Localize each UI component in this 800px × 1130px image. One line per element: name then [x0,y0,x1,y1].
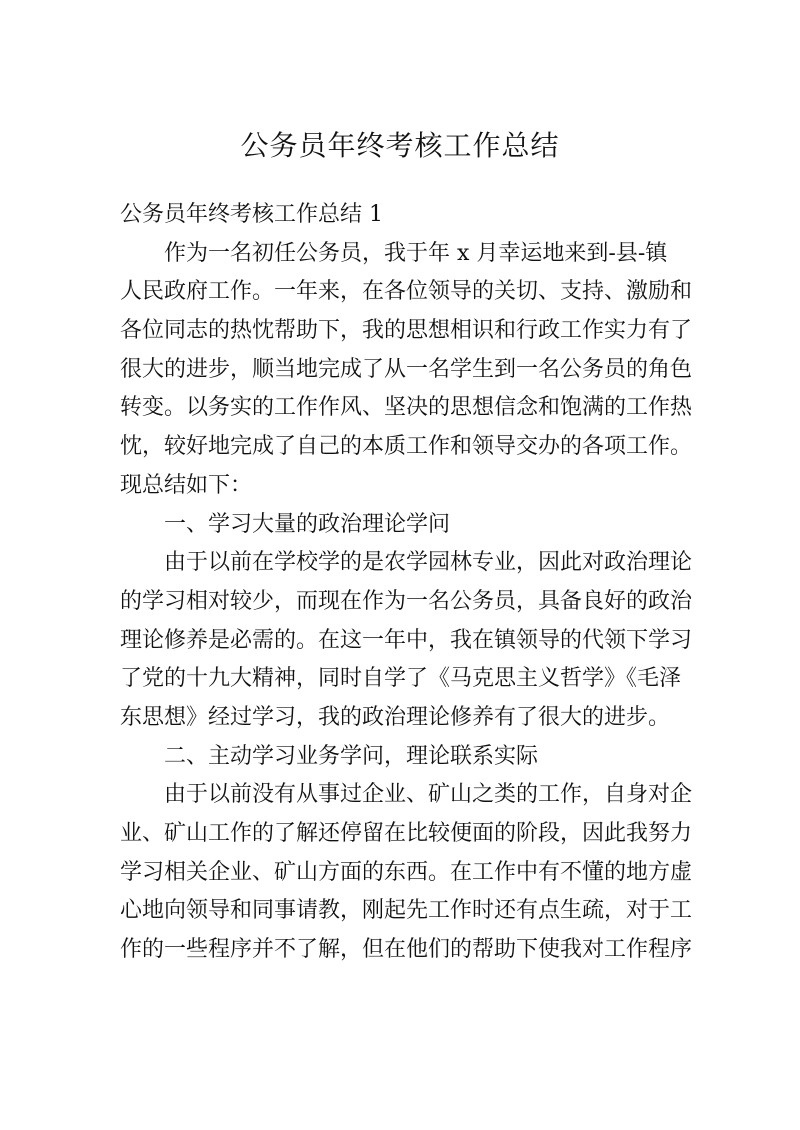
paragraph-line: 忱，较好地完成了自己的本质工作和领导交办的各项工作。 [120,434,693,460]
paragraph-line: 业、矿山工作的了解还停留在比较便面的阶段，因此我努力 [120,821,693,846]
paragraph-line: 学习相关企业、矿山方面的东西。在工作中有不懂的地方虚 [120,859,693,885]
section-heading: 二、主动学习业务学问，理论联系实际 [164,743,539,769]
document-body [120,196,693,970]
paragraph-line: 作为一名初任公务员，我于年 x 月幸运地来到-县-镇 [164,240,668,266]
paragraph-line: 理论修养是必需的。在这一年中，我在镇领导的代领下学习 [120,627,693,653]
section-heading: 一、学习大量的政治理论学问 [164,511,451,537]
paragraph-line: 的学习相对较少，而现在作为一名公务员，具备良好的政治 [120,588,693,614]
section-title: 公务员年终考核工作总结 1 [120,202,383,227]
paragraph-line: 由于以前没有从事过企业、矿山之类的工作，自身对企 [164,782,693,808]
paragraph-line: 由于以前在学校学的是农学园林专业，因此对政治理论 [164,550,693,576]
paragraph-line: 转变。以务实的工作作风、坚决的思想信念和饱满的工作热 [120,395,693,421]
paragraph-line: 心地向领导和同事请教，刚起先工作时还有点生疏，对于工 [120,898,693,924]
paragraph-line: 很大的进步，顺当地完成了从一名学生到一名公务员的角色 [120,356,693,382]
paragraph-line: 作的一些程序并不了解，但在他们的帮助下使我对工作程序 [120,937,693,963]
paragraph-line: 人民政府工作。一年来，在各位领导的关切、支持、激励和 [120,279,693,305]
paragraph-line: 了党的十九大精神，同时自学了《马克思主义哲学》《毛泽 [120,666,682,692]
paragraph-line: 各位同志的热忱帮助下，我的思想相识和行政工作实力有了 [120,318,693,344]
paragraph-line: 现总结如下： [120,472,253,498]
document-title: 公务员年终考核工作总结 [240,129,560,162]
paragraph-line: 东思想》经过学习，我的政治理论修养有了很大的进步。 [120,704,671,730]
